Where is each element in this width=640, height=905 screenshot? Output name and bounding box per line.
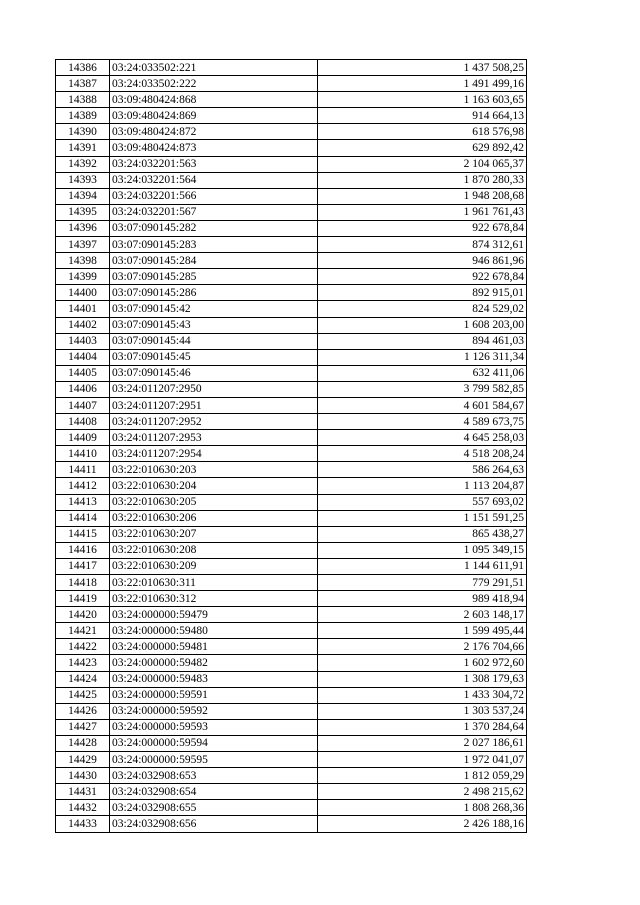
cadastral-number-cell: 03:07:090145:286 [110,285,318,301]
cadastral-number-cell: 03:24:033502:222 [110,76,318,92]
cadastral-number-cell: 03:24:000000:59479 [110,607,318,623]
cadastral-value-cell: 618 576,98 [318,124,527,140]
row-number-cell: 14388 [56,92,110,108]
table-row [56,655,527,671]
cadastral-value-cell: 1 163 603,65 [318,92,527,108]
row-number-cell: 14428 [56,735,110,751]
row-number-cell: 14394 [56,188,110,204]
cadastral-value-cell: 4 518 208,24 [318,446,527,462]
cadastral-value-cell: 2 603 148,17 [318,607,527,623]
cadastral-number-cell: 03:24:032908:653 [110,768,318,784]
cadastral-number-cell: 03:22:010630:208 [110,542,318,558]
cadastral-value-cell: 1 870 280,33 [318,172,527,188]
cadastral-number-cell: 03:24:032201:566 [110,188,318,204]
row-number-cell: 14387 [56,76,110,92]
cadastral-value-cell: 894 461,03 [318,333,527,349]
table-row [56,575,527,591]
cadastral-value-cell: 1 303 537,24 [318,703,527,719]
row-number-cell: 14416 [56,542,110,558]
cadastral-value-cell: 4 601 584,67 [318,397,527,413]
table-row [56,172,527,188]
cadastral-number-cell: 03:07:090145:284 [110,253,318,269]
cadastral-number-cell: 03:09:480424:869 [110,108,318,124]
table-row [56,719,527,735]
cadastral-value-cell: 2 027 186,61 [318,735,527,751]
table-row [56,253,527,269]
row-number-cell: 14411 [56,462,110,478]
cadastral-value-cell: 892 915,01 [318,285,527,301]
cadastral-value-cell: 874 312,61 [318,237,527,253]
cadastral-number-cell: 03:22:010630:203 [110,462,318,478]
table-row [56,365,527,381]
cadastral-value-cell: 1 151 591,25 [318,510,527,526]
table-row [56,735,527,751]
row-number-cell: 14414 [56,510,110,526]
row-number-cell: 14412 [56,478,110,494]
table-row [56,542,527,558]
row-number-cell: 14400 [56,285,110,301]
row-number-cell: 14424 [56,671,110,687]
row-number-cell: 14420 [56,607,110,623]
cadastral-number-cell: 03:24:011207:2951 [110,397,318,413]
cadastral-value-cell: 922 678,84 [318,269,527,285]
row-number-cell: 14410 [56,446,110,462]
table-row [56,124,527,140]
row-number-cell: 14386 [56,60,110,76]
cadastral-number-cell: 03:24:000000:59483 [110,671,318,687]
cadastral-value-cell: 1 972 041,07 [318,752,527,768]
cadastral-value-cell: 1 126 311,34 [318,349,527,365]
row-number-cell: 14391 [56,140,110,156]
table-row [56,494,527,510]
row-number-cell: 14396 [56,220,110,236]
cadastral-value-cell: 2 498 215,62 [318,784,527,800]
cadastral-value-cell: 779 291,51 [318,575,527,591]
row-number-cell: 14431 [56,784,110,800]
table-row [56,108,527,124]
cadastral-number-cell: 03:24:000000:59482 [110,655,318,671]
table-row [56,687,527,703]
row-number-cell: 14417 [56,558,110,574]
cadastral-value-cell: 1 113 204,87 [318,478,527,494]
cadastral-number-cell: 03:22:010630:209 [110,558,318,574]
table-row [56,92,527,108]
row-number-cell: 14403 [56,333,110,349]
cadastral-number-cell: 03:24:033502:221 [110,60,318,76]
table-row [56,478,527,494]
table-body [56,60,527,833]
table-row [56,285,527,301]
row-number-cell: 14425 [56,687,110,703]
table-row [56,784,527,800]
cadastral-number-cell: 03:24:032201:564 [110,172,318,188]
table-row [56,558,527,574]
cadastral-value-cell: 1 948 208,68 [318,188,527,204]
cadastral-number-cell: 03:07:090145:282 [110,220,318,236]
cadastral-number-cell: 03:09:480424:873 [110,140,318,156]
cadastral-value-cell: 824 529,02 [318,301,527,317]
cadastral-value-cell: 632 411,06 [318,365,527,381]
row-number-cell: 14398 [56,253,110,269]
table-row [56,800,527,816]
table-row [56,301,527,317]
cadastral-number-cell: 03:24:011207:2954 [110,446,318,462]
table-row [56,317,527,333]
cadastral-number-cell: 03:07:090145:43 [110,317,318,333]
cadastral-value-cell: 946 861,96 [318,253,527,269]
row-number-cell: 14422 [56,639,110,655]
table-row [56,591,527,607]
row-number-cell: 14406 [56,381,110,397]
table-row [56,703,527,719]
table-row [56,188,527,204]
cadastral-number-cell: 03:24:000000:59593 [110,719,318,735]
table-row [56,510,527,526]
cadastral-number-cell: 03:24:000000:59480 [110,623,318,639]
cadastral-value-cell: 2 426 188,16 [318,816,527,832]
cadastral-value-cell: 2 176 704,66 [318,639,527,655]
cadastral-number-cell: 03:07:090145:42 [110,301,318,317]
cadastral-number-cell: 03:07:090145:46 [110,365,318,381]
cadastral-value-cell: 586 264,63 [318,462,527,478]
cadastral-value-cell: 557 693,02 [318,494,527,510]
cadastral-number-cell: 03:24:032201:567 [110,204,318,220]
cadastral-value-cell: 922 678,84 [318,220,527,236]
cadastral-number-cell: 03:07:090145:285 [110,269,318,285]
cadastral-value-cell: 1 370 284,64 [318,719,527,735]
cadastral-value-cell: 4 645 258,03 [318,430,527,446]
table-row [56,237,527,253]
cadastral-number-cell: 03:24:011207:2950 [110,381,318,397]
row-number-cell: 14421 [56,623,110,639]
table-row [56,414,527,430]
row-number-cell: 14408 [56,414,110,430]
row-number-cell: 14429 [56,752,110,768]
cadastral-value-cell: 2 104 065,37 [318,156,527,172]
table-row [56,76,527,92]
row-number-cell: 14405 [56,365,110,381]
cadastral-value-cell: 1 608 203,00 [318,317,527,333]
table-row [56,671,527,687]
cadastral-number-cell: 03:24:032201:563 [110,156,318,172]
cadastral-number-cell: 03:22:010630:312 [110,591,318,607]
table-row [56,768,527,784]
row-number-cell: 14389 [56,108,110,124]
table-row [56,462,527,478]
cadastral-number-cell: 03:07:090145:45 [110,349,318,365]
table-row [56,156,527,172]
table-row [56,526,527,542]
cadastral-value-table [55,59,527,833]
cadastral-value-cell: 914 664,13 [318,108,527,124]
row-number-cell: 14418 [56,575,110,591]
table-row [56,446,527,462]
row-number-cell: 14401 [56,301,110,317]
cadastral-value-cell: 4 589 673,75 [318,414,527,430]
cadastral-number-cell: 03:22:010630:207 [110,526,318,542]
cadastral-value-cell: 1 144 611,91 [318,558,527,574]
row-number-cell: 14390 [56,124,110,140]
table-row [56,333,527,349]
cadastral-number-cell: 03:24:000000:59594 [110,735,318,751]
cadastral-value-cell: 989 418,94 [318,591,527,607]
table-row [56,381,527,397]
cadastral-value-cell: 1 808 268,36 [318,800,527,816]
cadastral-number-cell: 03:24:032908:654 [110,784,318,800]
row-number-cell: 14432 [56,800,110,816]
row-number-cell: 14404 [56,349,110,365]
table-row [56,140,527,156]
cadastral-value-cell: 3 799 582,85 [318,381,527,397]
cadastral-value-cell: 865 438,27 [318,526,527,542]
cadastral-number-cell: 03:22:010630:205 [110,494,318,510]
table-row [56,607,527,623]
table-row [56,639,527,655]
cadastral-number-cell: 03:22:010630:311 [110,575,318,591]
cadastral-number-cell: 03:09:480424:868 [110,92,318,108]
cadastral-number-cell: 03:24:011207:2953 [110,430,318,446]
row-number-cell: 14413 [56,494,110,510]
row-number-cell: 14393 [56,172,110,188]
cadastral-number-cell: 03:07:090145:44 [110,333,318,349]
cadastral-number-cell: 03:24:000000:59591 [110,687,318,703]
cadastral-number-cell: 03:24:032908:655 [110,800,318,816]
cadastral-number-cell: 03:24:000000:59481 [110,639,318,655]
row-number-cell: 14427 [56,719,110,735]
cadastral-value-cell: 1 602 972,60 [318,655,527,671]
cadastral-value-cell: 1 812 059,29 [318,768,527,784]
table-row [56,349,527,365]
cadastral-number-cell: 03:22:010630:204 [110,478,318,494]
cadastral-value-cell: 1 437 508,25 [318,60,527,76]
cadastral-value-cell: 1 599 495,44 [318,623,527,639]
cadastral-value-cell: 1 433 304,72 [318,687,527,703]
row-number-cell: 14423 [56,655,110,671]
row-number-cell: 14407 [56,397,110,413]
cadastral-value-cell: 1 095 349,15 [318,542,527,558]
row-number-cell: 14395 [56,204,110,220]
cadastral-number-cell: 03:07:090145:283 [110,237,318,253]
cadastral-value-cell: 629 892,42 [318,140,527,156]
row-number-cell: 14402 [56,317,110,333]
cadastral-value-cell: 1 961 761,43 [318,204,527,220]
row-number-cell: 14399 [56,269,110,285]
row-number-cell: 14426 [56,703,110,719]
row-number-cell: 14392 [56,156,110,172]
row-number-cell: 14415 [56,526,110,542]
row-number-cell: 14430 [56,768,110,784]
cadastral-value-cell: 1 491 499,16 [318,76,527,92]
table-row [56,269,527,285]
cadastral-value-cell: 1 308 179,63 [318,671,527,687]
row-number-cell: 14433 [56,816,110,832]
cadastral-number-cell: 03:24:032908:656 [110,816,318,832]
cadastral-number-cell: 03:09:480424:872 [110,124,318,140]
table-row [56,60,527,76]
table-row [56,623,527,639]
cadastral-number-cell: 03:24:000000:59595 [110,752,318,768]
table-row [56,397,527,413]
row-number-cell: 14419 [56,591,110,607]
table-row [56,204,527,220]
row-number-cell: 14409 [56,430,110,446]
table-row [56,430,527,446]
cadastral-number-cell: 03:24:011207:2952 [110,414,318,430]
row-number-cell: 14397 [56,237,110,253]
cadastral-number-cell: 03:22:010630:206 [110,510,318,526]
table-row [56,220,527,236]
table-row [56,752,527,768]
cadastral-number-cell: 03:24:000000:59592 [110,703,318,719]
table-row [56,816,527,832]
